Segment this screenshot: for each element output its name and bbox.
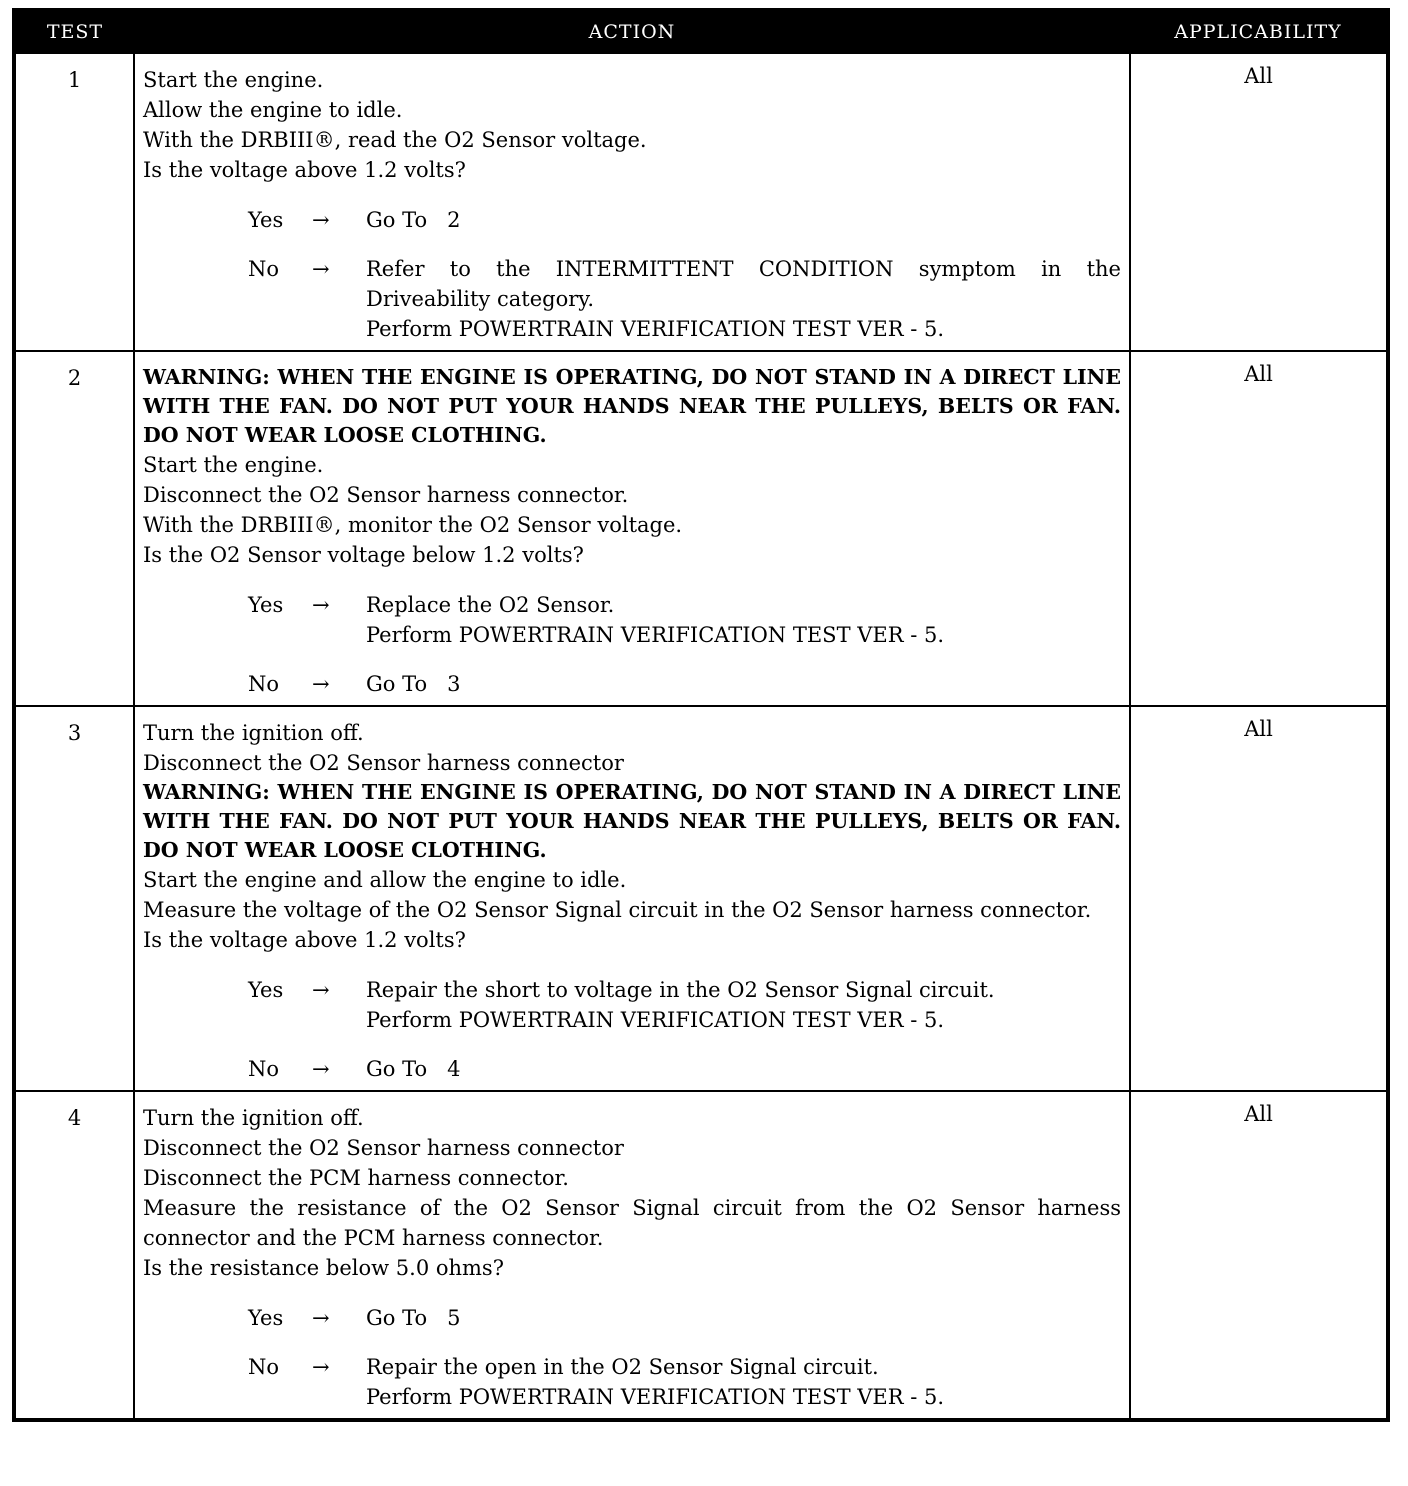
action-step: Is the voltage above 1.2 volts? — [143, 928, 466, 952]
branch-instruction: Repair the open in the O2 Sensor Signal circuit. — [366, 1355, 879, 1379]
branch-body — [366, 975, 1121, 1035]
branch-no — [143, 1054, 1121, 1084]
action-step: With the DRBIII®, read the O2 Sensor voltage. — [143, 128, 647, 152]
table-row — [14, 53, 1388, 351]
action-cell — [134, 351, 1130, 706]
action-step: Is the O2 Sensor voltage below 1.2 volts? — [143, 543, 584, 567]
table-row — [14, 351, 1388, 706]
action-step: Turn the ignition off. — [143, 1106, 364, 1130]
applicability-cell: All — [1130, 53, 1388, 351]
table-row — [14, 706, 1388, 1091]
branch-instruction: Perform POWERTRAIN VERIFICATION TEST VER - 5. — [366, 623, 945, 647]
branch-no — [143, 1352, 1121, 1412]
test-number: 3 — [14, 706, 134, 1091]
branch-yes — [143, 975, 1121, 1035]
action-step: Disconnect the PCM harness connector. — [143, 1166, 569, 1190]
action-step: Start the engine. — [143, 453, 324, 477]
branch-label: Yes — [248, 978, 284, 1002]
action-step: Allow the engine to idle. — [143, 98, 403, 122]
table-header-row — [14, 10, 1388, 53]
branch-body — [366, 1303, 1121, 1333]
action-cell — [134, 706, 1130, 1091]
goto-number: 2 — [447, 208, 461, 232]
header-action: ACTION — [134, 10, 1130, 53]
branch-body — [366, 1054, 1121, 1084]
table-row — [14, 1091, 1388, 1420]
diagnostic-test-table — [12, 8, 1390, 1422]
branch-body — [366, 205, 1121, 235]
action-step: Disconnect the O2 Sensor harness connector — [143, 751, 624, 775]
goto-text: Go To — [366, 672, 428, 696]
warning-text: WARNING: WHEN THE ENGINE IS OPERATING, DO NOT STAND IN A DIRECT LINE WITH THE FAN. DO NOT PUT YOUR HANDS NEAR THE PULLEYS, BELTS OR FAN. DO NOT WEAR LOOSE CLOTHING. — [143, 365, 1121, 447]
goto-text: Go To — [366, 1306, 428, 1330]
branch-body — [366, 1352, 1121, 1412]
goto-number: 5 — [447, 1306, 461, 1330]
diagnostic-table-container — [12, 8, 1390, 1422]
goto-text: Go To — [366, 1057, 428, 1081]
warning-text: WARNING: WHEN THE ENGINE IS OPERATING, DO NOT STAND IN A DIRECT LINE WITH THE FAN. DO NOT PUT YOUR HANDS NEAR THE PULLEYS, BELTS OR FAN. DO NOT WEAR LOOSE CLOTHING. — [143, 780, 1121, 862]
branch-instruction: Replace the O2 Sensor. — [366, 593, 615, 617]
branch-instruction: Perform POWERTRAIN VERIFICATION TEST VER - 5. — [366, 317, 945, 341]
test-number: 4 — [14, 1091, 134, 1420]
branch-yes — [143, 590, 1121, 650]
action-step: Disconnect the O2 Sensor harness connector. — [143, 483, 629, 507]
branch-instruction: Perform POWERTRAIN VERIFICATION TEST VER - 5. — [366, 1008, 945, 1032]
branch-instruction: Repair the short to voltage in the O2 Sensor Signal circuit. — [366, 978, 995, 1002]
arrow-right-icon: → — [312, 978, 330, 1002]
header-applicability: APPLICABILITY — [1130, 10, 1388, 53]
header-test: TEST — [14, 10, 134, 53]
branch-instruction: Refer to the INTERMITTENT CONDITION symptom in the Driveability category. — [366, 257, 1121, 311]
arrow-right-icon: → — [312, 593, 330, 617]
branch-body — [366, 669, 1121, 699]
branch-label: Yes — [248, 593, 284, 617]
action-step: Is the resistance below 5.0 ohms? — [143, 1256, 504, 1280]
arrow-right-icon: → — [312, 208, 330, 232]
action-step: Is the voltage above 1.2 volts? — [143, 158, 466, 182]
branch-yes — [143, 1303, 1121, 1333]
branch-label: No — [248, 257, 280, 281]
branch-label: No — [248, 672, 280, 696]
branch-yes — [143, 205, 1121, 235]
applicability-cell: All — [1130, 706, 1388, 1091]
action-step: Turn the ignition off. — [143, 721, 364, 745]
action-step: Start the engine. — [143, 68, 324, 92]
action-step: Measure the voltage of the O2 Sensor Signal circuit in the O2 Sensor harness connector. — [143, 898, 1092, 922]
applicability-cell: All — [1130, 351, 1388, 706]
goto-number: 4 — [447, 1057, 461, 1081]
branch-no — [143, 254, 1121, 344]
goto-number: 3 — [447, 672, 461, 696]
branch-label: Yes — [248, 208, 284, 232]
arrow-right-icon: → — [312, 1306, 330, 1330]
action-step: Disconnect the O2 Sensor harness connector — [143, 1136, 624, 1160]
branch-no — [143, 669, 1121, 699]
action-cell — [134, 53, 1130, 351]
action-step: Start the engine and allow the engine to idle. — [143, 868, 627, 892]
applicability-cell: All — [1130, 1091, 1388, 1420]
arrow-right-icon: → — [312, 1057, 330, 1081]
test-number: 1 — [14, 53, 134, 351]
action-step: Measure the resistance of the O2 Sensor Signal circuit from the O2 Sensor harness connector and the PCM harness connector. — [143, 1196, 1121, 1250]
branch-label: No — [248, 1057, 280, 1081]
branch-instruction: Perform POWERTRAIN VERIFICATION TEST VER - 5. — [366, 1385, 945, 1409]
test-number: 2 — [14, 351, 134, 706]
branch-body — [366, 590, 1121, 650]
branch-body — [366, 254, 1121, 344]
arrow-right-icon: → — [312, 1355, 330, 1379]
goto-text: Go To — [366, 208, 428, 232]
arrow-right-icon: → — [312, 672, 330, 696]
branch-label: No — [248, 1355, 280, 1379]
branch-label: Yes — [248, 1306, 284, 1330]
arrow-right-icon: → — [312, 257, 330, 281]
action-cell — [134, 1091, 1130, 1420]
action-step: With the DRBIII®, monitor the O2 Sensor voltage. — [143, 513, 683, 537]
